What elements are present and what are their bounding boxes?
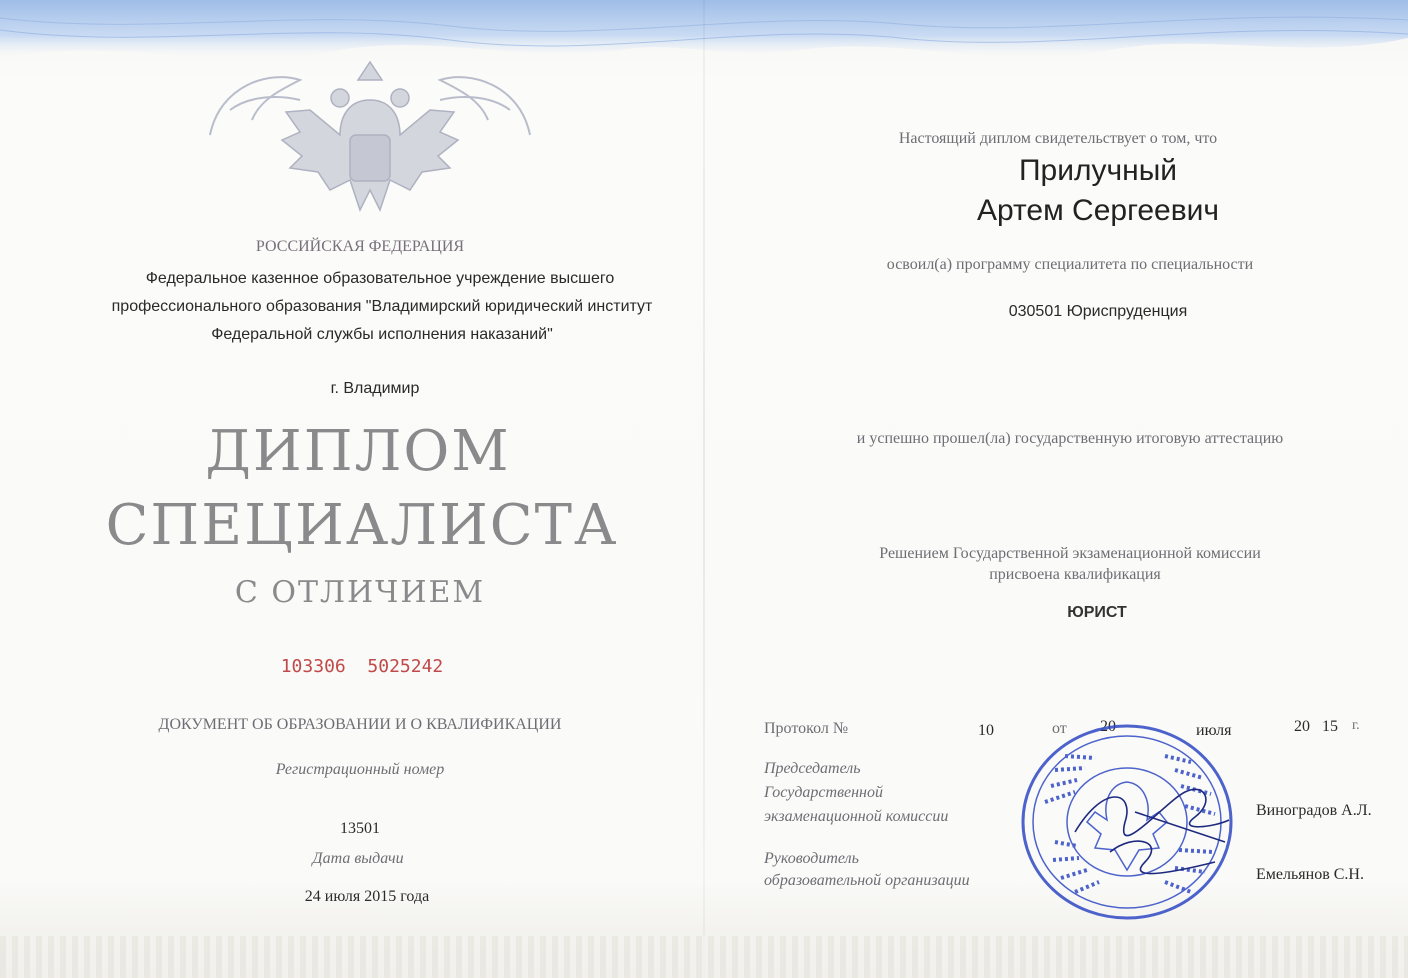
head-name: Емельянов С.Н. bbox=[1256, 866, 1364, 883]
registration-number-label: Регистрационный номер bbox=[275, 761, 445, 778]
official-stamp bbox=[1015, 722, 1235, 922]
institution-line-2: профессионального образования "Владимирский юридический институт bbox=[111, 298, 653, 315]
protocol-number: 10 bbox=[978, 722, 994, 739]
chair-title-line-2: Государственной bbox=[764, 784, 883, 801]
protocol-year-abbrev: г. bbox=[1352, 718, 1360, 733]
issue-date: 24 июля 2015 года bbox=[304, 888, 430, 905]
coat-of-arms-emblem bbox=[190, 40, 550, 240]
registration-number: 13501 bbox=[340, 820, 380, 837]
page-fold bbox=[703, 0, 705, 978]
head-title-line-2: образовательной организации bbox=[764, 872, 970, 889]
qualification: ЮРИСТ bbox=[1067, 604, 1127, 621]
decision-line-2: присвоена квалификация bbox=[989, 566, 1161, 583]
graduate-surname: Прилучный bbox=[1018, 154, 1178, 187]
head-title-line-1: Руководитель bbox=[764, 850, 859, 867]
protocol-day: 20 bbox=[1100, 718, 1116, 735]
protocol-year-prefix: 20 bbox=[1294, 718, 1310, 735]
diploma-title-line-1: ДИПЛОМ bbox=[205, 419, 511, 484]
institution-line-1: Федеральное казенное образовательное учреждение высшего bbox=[145, 270, 615, 287]
chair-title-line-1: Председатель bbox=[764, 760, 861, 777]
protocol-from-label: от bbox=[1052, 720, 1067, 737]
protocol-label: Протокол № bbox=[764, 720, 849, 737]
certificate-intro: Настоящий диплом свидетельствует о том, что bbox=[898, 130, 1218, 147]
protocol-year-suffix: 15 bbox=[1322, 718, 1338, 735]
diploma-title-line-3: С ОТЛИЧИЕМ bbox=[234, 575, 486, 610]
graduate-given-names: Артем Сергеевич bbox=[976, 194, 1220, 227]
institution-line-3: Федеральной службы исполнения наказаний" bbox=[211, 326, 553, 343]
chair-title-line-3: экзаменационной комиссии bbox=[764, 808, 949, 825]
protocol-month: июля bbox=[1196, 722, 1232, 739]
serial-number: 103306 5025242 bbox=[280, 656, 444, 677]
program-text: освоил(а) программу специалитета по специальности bbox=[886, 256, 1254, 273]
specialty: 030501 Юриспруденция bbox=[1008, 303, 1188, 320]
decision-line-1: Решением Государственной экзаменационной комиссии bbox=[879, 545, 1261, 562]
country-heading: РОССИЙСКАЯ ФЕДЕРАЦИЯ bbox=[255, 238, 465, 255]
attestation-text: и успешно прошел(ла) государственную итоговую аттестацию bbox=[856, 430, 1284, 447]
document-type: ДОКУМЕНТ ОБ ОБРАЗОВАНИИ И О КВАЛИФИКАЦИИ bbox=[158, 716, 562, 733]
decorative-bottom-border bbox=[0, 936, 1408, 978]
issue-date-label: Дата выдачи bbox=[312, 850, 404, 867]
city: г. Владимир bbox=[330, 380, 420, 397]
diploma-title-line-2: СПЕЦИАЛИСТА bbox=[105, 493, 619, 558]
chair-name: Виноградов А.Л. bbox=[1256, 802, 1372, 819]
